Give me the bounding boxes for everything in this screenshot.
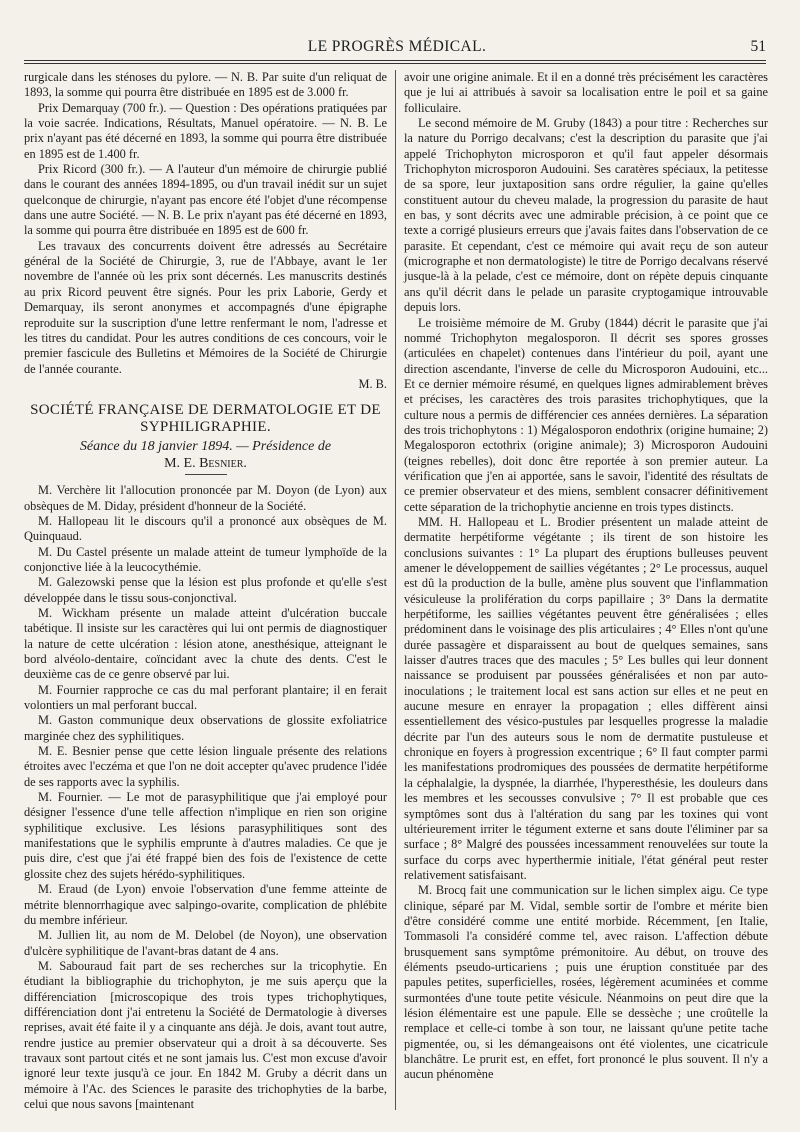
paragraph-pylore: rurgicale dans les sténoses du pylore. — N. B. Par suite d'un reliquat de 1893, la somme qui pourra être distribuée en 1895 est de 3.000 fr. [24, 70, 387, 100]
section-title-line-2: SYPHILIGRAPHIE. [140, 419, 271, 436]
paragraph-troisieme-memoire: Le troisième mémoire de M. Gruby (1844) décrit le parasite que j'ai nommé Trichophyton megalosporon. Il décrit ses spores grosses (articulées en chapelet) contenues dans l'intérieur du poil, ayant une direction ascendante, l'inverse de celle du Microsporon Audouini, etc... Et ce dernier mémoire résumé, en quelques lignes admirablement brèves et précises, les caractères des trois parasites trichophytiques, que la culture nous a permis de différencier ces années dernières. La séparation des trois trichophytons : 1) Mégalosporon endothrix (origine humaine; 2) Megalosporon ectothrix (origine animale); 3) Microsporon Audouini (teignes rebelles), doit donc être reportée à son premier auteur. La vérification que j'en ai apportée, sans le savoir, l'identité des résultats de ce premier observateur et des miens, semblent consacrer définitivement cette séparation de la trichophytie ancienne en trois types distincts. [404, 315, 768, 514]
signature: M. B. [358, 376, 387, 391]
session-rule [185, 474, 227, 475]
paragraph-galezowski: M. Galezowski pense que la lésion est plus profonde et qu'elle s'est développée dans le tissu sous-conjonctival. [24, 575, 387, 605]
paragraph-brocq: M. Brocq fait une communication sur le lichen simplex aigu. Ce type clinique, séparé par M. Vidal, semble sortir de l'ombre et mérite bien d'être considéré comme une entité morbide. Récemment, [en Italie, Tommasoli l'a considéré comme tel, avec raison. L'affection débute brusquement sans symptôme prémonitoire. Au début, on trouve des éléments pseudo-urticariens ; puis une éruption constituée par des papules petites, superficielles, rosées, légèrement acuminées et comme surmontées d'une toute petite vésicule. Néanmoins on peut dire que la lésion élémentaire est une papule. Elle se dessèche ; une croûtelle la remplace et celle-ci tombe à son tour, ne laissant qu'une petite tache pigmentée, ou, si les démangeaisons ont été violentes, une cicatricule blanchâtre. Le prurit est, en effet, fort prononcé le plus souvent. Il n'y a aucun phénomène [404, 883, 768, 1082]
paragraph-hallopeau-brodier: MM. H. Hallopeau et L. Brodier présentent un malade atteint de dermatite herpétiforme végétante ; ils tirent de son histoire les conclusions suivantes : 1° La plupart des éruptions bulleuses peuvent amener le développement de saillies végétantes ; 2° Le processus, auquel est dû la production de la bulle, amène plus souvent que l'inflammation vésiculeuse la prolifération du corps papillaire ; 3° Dans la dermatite herpétiforme, les saillies végétantes peuvent être généralisées ; elles prédominent dans le voisinage des plis articulaires ; 4° Elles n'ont qu'une durée passagère et disparaissent au bout de quelques semaines, sans laisser d'autres traces que des macules ; 5° Les bulles qui leur donnent naissance se produisent par poussées généralisées et non par auto-inoculations ; le traitement local est sans action sur elles et ne peut en aucune mesure en enrayer la propagation ; elles diffèrent ainsi essentiellement des vésico-pustules par lesquelles progresse la maladie décrite par l'un des auteurs sous le nom de dermatite pustuleuse et chronique en foyers à progression excentrique ; 6° Il faut compter parmi les manifestations prodromiques des poussées de dermatite herpétiforme la céphalalgie, la dyspnée, la diarrhée, l'hyperesthésie, les douleurs dans les membres et les secousses convulsive ; 7° Il est probable que ces symptômes sont dus à l'altération du sang par les toxines qui vont ultérieurement irriter le tégument externe et sans doute l'éliminer par sa surface ; 8° Malgré des poussées incessamment renouvelées sur toute la surface du corps avec hyperthermie initiale, l'état général peut rester relativement satisfaisant. [404, 514, 768, 882]
section-title-line-1: SOCIÉTÉ FRANÇAISE DE DERMATOLOGIE ET DE [30, 402, 381, 419]
paragraph-gaston: M. Gaston communique deux observations de glossite exfoliatrice marginée chez des syphilitiques. [24, 713, 387, 743]
paragraph-wickham: M. Wickham présente un malade atteint d'ulcération buccale tabétique. Il insiste sur les caractères qui lui ont permis de diagnostiquer la nature de cette ulcération : lésion atone, anesthésique, atteignant le bord alvéolo-dentaire, coïncidant avec la chute des dents. C'est le deuxième cas de ce genre observé par lui. [24, 605, 387, 682]
paragraph-prix-demarquay: Prix Demarquay (700 fr.). — Question : Des opérations pratiquées par la voie sacrée. Indications, Résultats, Manuel opératoire. — N. B. Le prix n'ayant pas été décerné en 1893, la somme qui pourra être distribuée en 1895 est de 1.400 fr. [24, 100, 387, 161]
paragraph-eraud: M. Eraud (de Lyon) envoie l'observation d'une femme atteinte de métrite blennorrhagique avec salpingo-ovarite, complication de phlébite du membre inférieur. [24, 882, 387, 927]
session-date: Séance du 18 janvier 1894. — Présidence de [79, 439, 332, 455]
paragraph-du-castel: M. Du Castel présente un malade atteint de tumeur lymphoïde de la conjonctive liée à la leucocythémie. [24, 544, 387, 574]
session-heading [24, 438, 387, 472]
paragraph-sabouraud: M. Sabouraud fait part de ses recherches sur la tricophytie. En étudiant la bibliographie du trichophyton, je me suis aperçu que la différenciation [microscopique des trois types trichophytiques, différenciation dont j'ai entretenu la Société de Dermatologie à diverses reprises, avait été faite il y a cinquante ans déjà. Je dois, avant tout autre, rendre justice au premier observateur qui a droit à sa découverte. Ses travaux sont partout cités et ne sont jamais lus. C'est mon excuse d'avoir ignoré leur texte jusqu'à ce jour. En 1842 M. Gruby a décrit dans un mémoire à l'Ac. des Sciences le parasite des trichophyties de la barbe, celui que nous savons [maintenant [24, 958, 387, 1111]
paragraph-concours: Les travaux des concurrents doivent être adressés au Secrétaire général de la Société de Chirurgie, 3, rue de l'Abbaye, avant le 1er novembre de l'année où les prix sont décernés. Les manuscrits destinés au prix Ricord peuvent être signés. Pour les prix Laborie, Gerdy et Demarquay, ils seront anonymes et accompagnés d'une épigraphe reproduite sur la suscription d'une lettre renfermant le nom, l'adresse et les titres du candidat. Pour les autres conditions de ces concours, voir le premier fascicule des Bulletins et Mémoires de la Société de Chirurgie de l'année courante. [24, 238, 387, 376]
column-divider [395, 70, 396, 1110]
journal-title: LE PROGRÈS MÉDICAL. [307, 38, 487, 55]
paragraph-prix-ricord: Prix Ricord (300 fr.). — A l'auteur d'un mémoire de chirurgie publié dans le courant des années 1894-1895, ou d'un travail inédit sur un sujet quelconque de chirurgie, n'ayant pas encore été l'objet d'une récompense dans une autre Société. — N. B. Le prix n'ayant pas été décerné en 1893, la somme qui pourra être distribuée en 1895 est de 600 fr. [24, 162, 387, 238]
paragraph-verchere: M. Verchère lit l'allocution prononcée par M. Doyon (de Lyon) aux obsèques de M. Diday, président d'honneur de la Société. [24, 483, 387, 513]
paragraph-origine-animale: avoir une origine animale. Et il en a donné très précisément les caractères que je lui ai attribués à savoir sa localisation entre le poil et sa gaine folliculaire. [404, 70, 768, 115]
session-president: M. E. Besnier. [164, 456, 247, 472]
paragraph-second-memoire: Le second mémoire de M. Gruby (1843) a pour titre : Recherches sur la nature du Porrigo decalvans; c'est la description du parasite que j'ai appelé Trichophyton microsporon et qu'il faut appeler désormais Trichophyton microsporon Audouini. Ses caratères spéciaux, la petitesse de sa spore, leur juxtaposition sans ordre régulier, la gaine qu'elles constituent autour du cheveu malade, la progression du parasite de haut en bas, y sont décrits avec une admirable précision, à ce point que ce texte a corrigé plusieurs erreurs que j'avais faites dans l'observation de ce parasite. Et cependant, c'est ce mémoire qui avait reçu de son auteur (micrographe et non dermatologiste) le titre de Porrigo decalvans réservé jusque-là à la pelade, c'est ce mémoire, dont on répète depuis cinquante ans qu'il décrit dans le pelade un parasite cryptogamique introuvable depuis lors. [404, 116, 768, 315]
page-number: 51 [750, 38, 766, 55]
right-column [404, 70, 768, 1083]
paragraph-fournier-1: M. Fournier rapproche ce cas du mal perforant plantaire; il en ferait volontiers un mal perforant buccal. [24, 682, 387, 713]
header-rule [24, 60, 766, 64]
section-title [24, 402, 387, 436]
paragraph-besnier: M. E. Besnier pense que cette lésion linguale présente des relations étroites avec l'eczéma et que l'on ne doit accepter qu'avec prudence l'idée de ses rapports avec la syphilis. [24, 744, 387, 789]
paragraph-hallopeau: M. Hallopeau lit le discours qu'il a prononcé aux obsèques de M. Quinquaud. [24, 513, 387, 544]
left-column [24, 70, 387, 1112]
paragraph-jullien: M. Jullien lit, au nom de M. Delobel (de Noyon), une observation d'ulcère syphilitique de l'avant-bras datant de 4 ans. [24, 928, 387, 958]
paragraph-fournier-2: M. Fournier. — Le mot de parasyphilitique que j'ai employé pour désigner l'essence d'une telle affection n'implique en rien son origine syphilitique exclusive. Les lésions parasyphilitiques sont des manifestations que le syphilis emprunte à d'autres maladies. Ce que je puis dire, c'est que j'ai été frappé bien des fois de l'existence de cette glossite chez des sujets hérédo-syphilitiques. [24, 790, 387, 881]
